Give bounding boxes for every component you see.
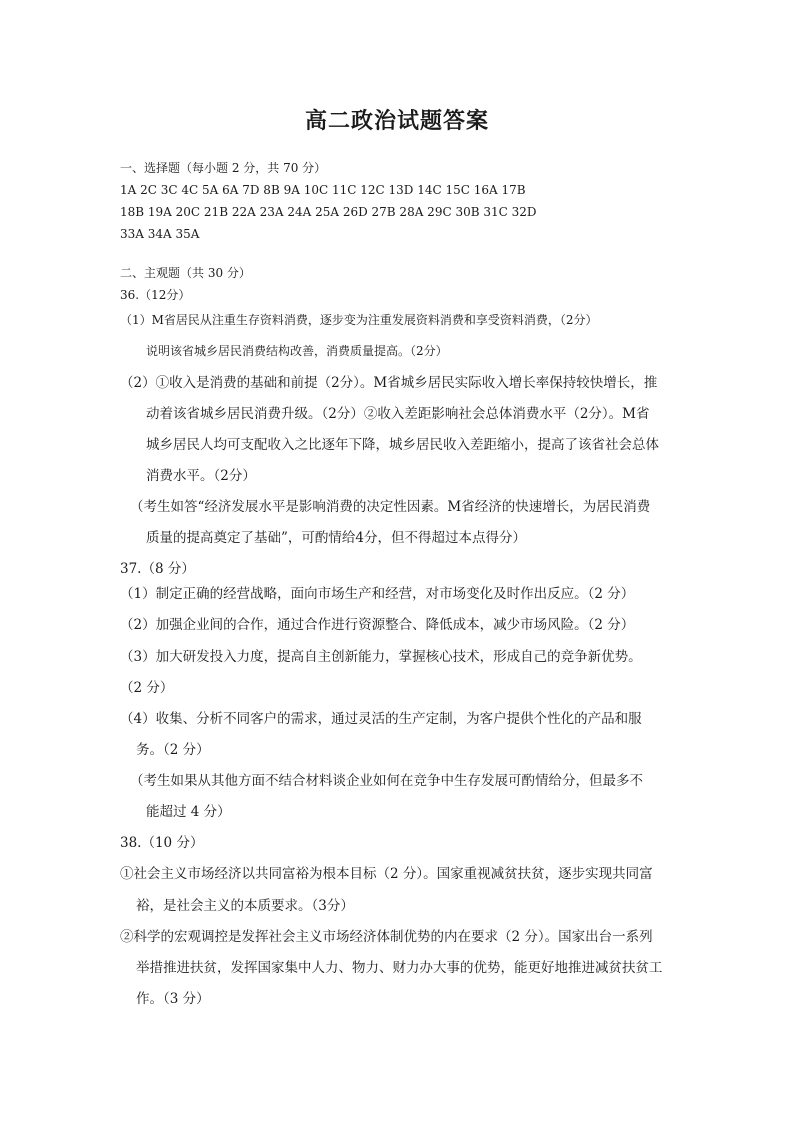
q37-note-line2: 能超过 4 分）	[146, 804, 231, 820]
q37-p4-line2: 务。（2 分）	[136, 742, 210, 758]
q36-p2-line1: （2）①收入是消费的基础和前提（2分）。M省城乡居民实际收入增长率保持较快增长，推	[120, 375, 658, 391]
answers-row-2: 18B 19A 20C 21B 22A 23A 24A 25A 26D 27B 28A 29C 30B 31C 32D	[120, 205, 537, 219]
q37-p1: （1）制定正确的经营战略，面向市场生产和经营，对市场变化及时作出反应。（2 分）	[120, 586, 635, 602]
q38-p2-line3: 作。（3 分）	[136, 991, 210, 1007]
q36-note-line2: 质量的提高奠定了基础”，可酌情给4分，但不得超过本点得分）	[146, 530, 526, 546]
q36-p2-line3: 城乡居民人均可支配收入之比逐年下降，城乡居民收入差距缩小，提高了该省社会总体	[146, 437, 659, 453]
q37-p3-line1: （3）加大研发投入力度，提高自主创新能力，掌握核心技术，形成自己的竞争新优势。	[120, 649, 642, 665]
page-title: 高二政治试题答案	[304, 108, 489, 134]
q36-p2-line4: 消费水平。（2分）	[146, 468, 256, 484]
q37-p2: （2）加强企业间的合作，通过合作进行资源整合、降低成本，减少市场风险。（2 分）	[120, 617, 635, 633]
q37-p4-line1: （4）收集、分析不同客户的需求，通过灵活的生产定制，为客户提供个性化的产品和服	[120, 711, 642, 727]
q37-p3-line2: （2 分）	[120, 680, 174, 696]
q36-note-line1: （考生如答“经济发展水平是影响消费的决定性因素。M省经济的快速增长，为居民消费	[130, 499, 651, 515]
section1-heading: 一、选择题（每小题 2 分，共 70 分）	[120, 161, 327, 175]
q37-note-line1: （考生如果从其他方面不结合材料谈企业如何在竞争中生存发展可酌情给分，但最多不	[130, 773, 643, 789]
answers-row-1: 1A 2C 3C 4C 5A 6A 7D 8B 9A 10C 11C 12C 13D 14C 15C 16A 17B	[120, 183, 526, 197]
q36-p2-line2: 动着该省城乡居民消费升级。（2分）②收入差距影响社会总体消费水平（2分）。M省	[146, 406, 650, 422]
answers-row-3: 33A 34A 35A	[120, 227, 200, 241]
q36-p1-line2: 说明该省城乡居民消费结构改善，消费质量提高。（2分）	[146, 344, 448, 358]
q37-label: 37.（8 分）	[120, 561, 195, 577]
q36-p1-line1: （1）M省居民从注重生存资料消费，逐步变为注重发展资料消费和享受资料消费，（2分）	[120, 313, 598, 327]
q38-label: 38.（10 分）	[120, 835, 204, 851]
q38-p2-line2: 举措推进扶贫，发挥国家集中人力、物力、财力办大事的优势，能更好地推进减贫扶贫工	[136, 960, 663, 976]
section2-heading: 二、主观题（共 30 分）	[120, 266, 251, 280]
q38-p1-line1: ①社会主义市场经济以共同富裕为根本目标（2 分）。国家重视减贫扶贫，逐步实现共同富	[120, 866, 653, 882]
q38-p2-line1: ②科学的宏观调控是发挥社会主义市场经济体制优势的内在要求（2 分）。国家出台一系列	[120, 929, 653, 945]
q36-label: 36.（12分）	[120, 288, 191, 302]
q38-p1-line2: 裕，是社会主义的本质要求。（3分）	[136, 898, 354, 914]
